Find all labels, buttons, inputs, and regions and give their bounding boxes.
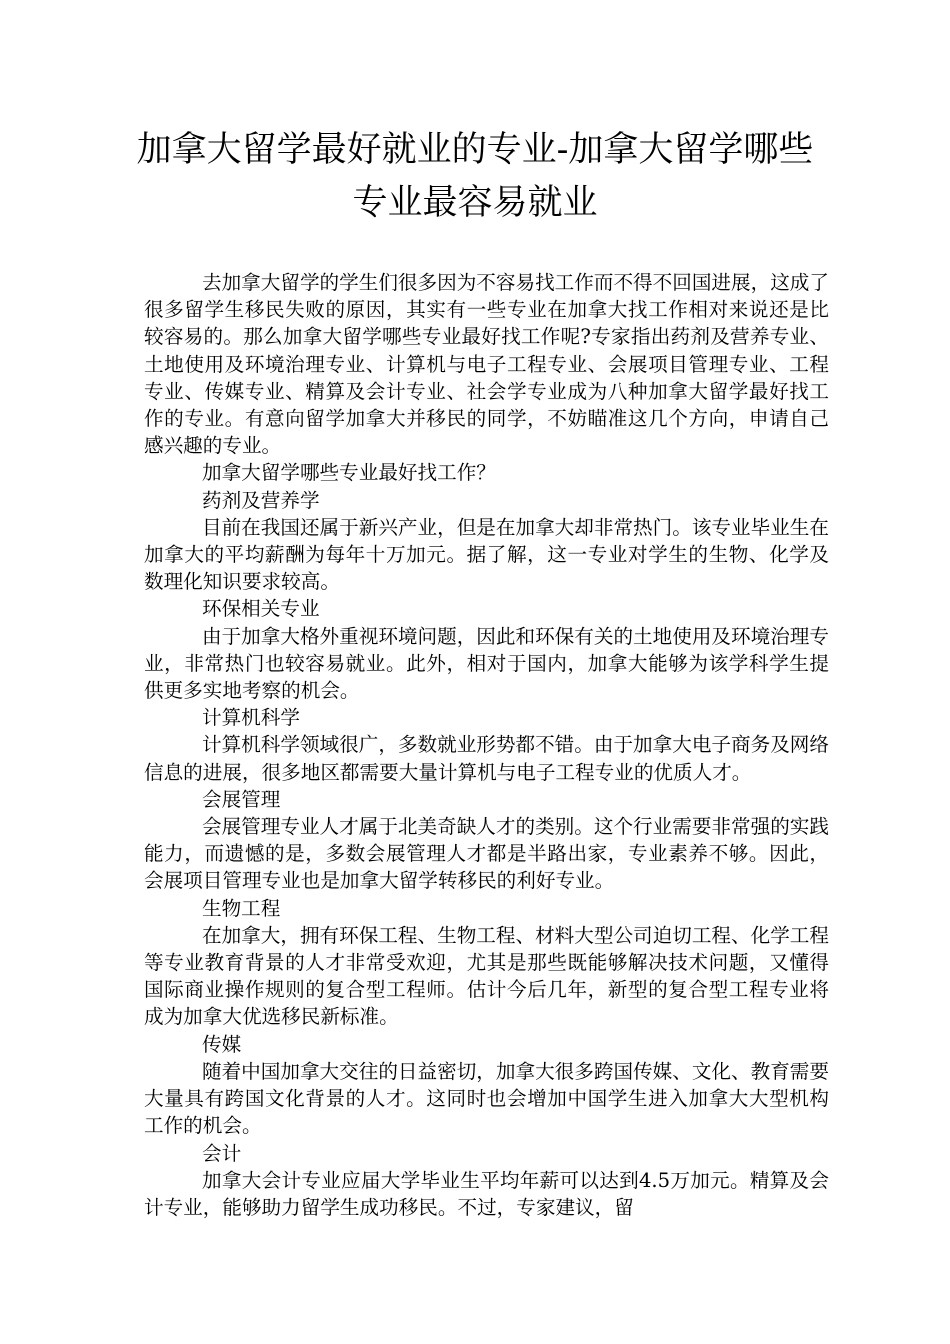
section-heading-event-management: 会展管理	[202, 787, 281, 811]
section-heading-accounting: 会计	[202, 1141, 242, 1165]
document-body	[144, 269, 829, 1221]
section-heading-bioengineering: 生物工程	[202, 896, 281, 920]
section-paragraph-media: 随着中国加拿大交往的日益密切，加拿大很多跨国传媒、文化、教育需要大量具有跨国文化背景的人才。这同时也会增加中国学生进入加拿大大型机构工作的机会。	[144, 1059, 829, 1138]
section-paragraph-computer-science: 计算机科学领域很广，多数就业形势都不错。由于加拿大电子商务及网络信息的进展，很多地区都需要大量计算机与电子工程专业的优质人才。	[144, 733, 829, 784]
section-paragraph-bioengineering: 在加拿大，拥有环保工程、生物工程、材料大型公司迫切工程、化学工程等专业教育背景的人才非常受欢迎，尤其是那些既能够解决技术问题，又懂得国际商业操作规则的复合型工程师。估计今后几年，新型的复合型工程专业将成为加拿大优选移民新标准。	[144, 923, 829, 1029]
document-title: 加拿大留学最好就业的专业-加拿大留学哪些专业最容易就业	[136, 130, 814, 223]
section-heading-computer-science: 计算机科学	[202, 706, 300, 730]
section-paragraph-event-management: 会展管理专业人才属于北美奇缺人才的类别。这个行业需要非常强的实践能力，而遗憾的是，多数会展管理人才都是半路出家，专业素养不够。因此，会展项目管理专业也是加拿大留学转移民的利好专业。	[144, 815, 829, 893]
section-paragraph-pharmacy: 目前在我国还属于新兴产业，但是在加拿大却非常热门。该专业毕业生在加拿大的平均薪酬为每年十万加元。据了解，这一专业对学生的生物、化学及数理化知识要求较高。	[144, 515, 829, 594]
question-heading: 加拿大留学哪些专业最好找工作？	[202, 461, 496, 485]
section-heading-pharmacy: 药剂及营养学	[202, 488, 320, 512]
section-paragraph-environment: 由于加拿大格外重视环境问题，因此和环保有关的土地使用及环境治理专业，非常热门也较容易就业。此外，相对于国内，加拿大能够为该学科学生提供更多实地考察的机会。	[144, 624, 829, 703]
section-heading-media: 传媒	[202, 1032, 242, 1056]
intro-paragraph: 去加拿大留学的学生们很多因为不容易找工作而不得不回国进展，这成了很多留学生移民失败的原因，其实有一些专业在加拿大找工作相对来说还是比较容易的。那么加拿大留学哪些专业最好找工作呢?专家指出药剂及营养专业、土地使用及环境治理专业、计算机与电子工程专业、会展项目管理专业、工程专业、传媒专业、精算及会计专业、社会学专业成为八种加拿大留学最好找工作的专业。有意向留学加拿大并移民的同学，不妨瞄准这几个方向，申请自己感兴趣的专业。	[144, 271, 829, 458]
section-heading-environment: 环保相关专业	[202, 597, 320, 621]
section-paragraph-accounting: 加拿大会计专业应届大学毕业生平均年薪可以达到4.5万加元。精算及会计专业，能够助力留学生成功移民。不过，专家建议，留	[144, 1168, 829, 1219]
